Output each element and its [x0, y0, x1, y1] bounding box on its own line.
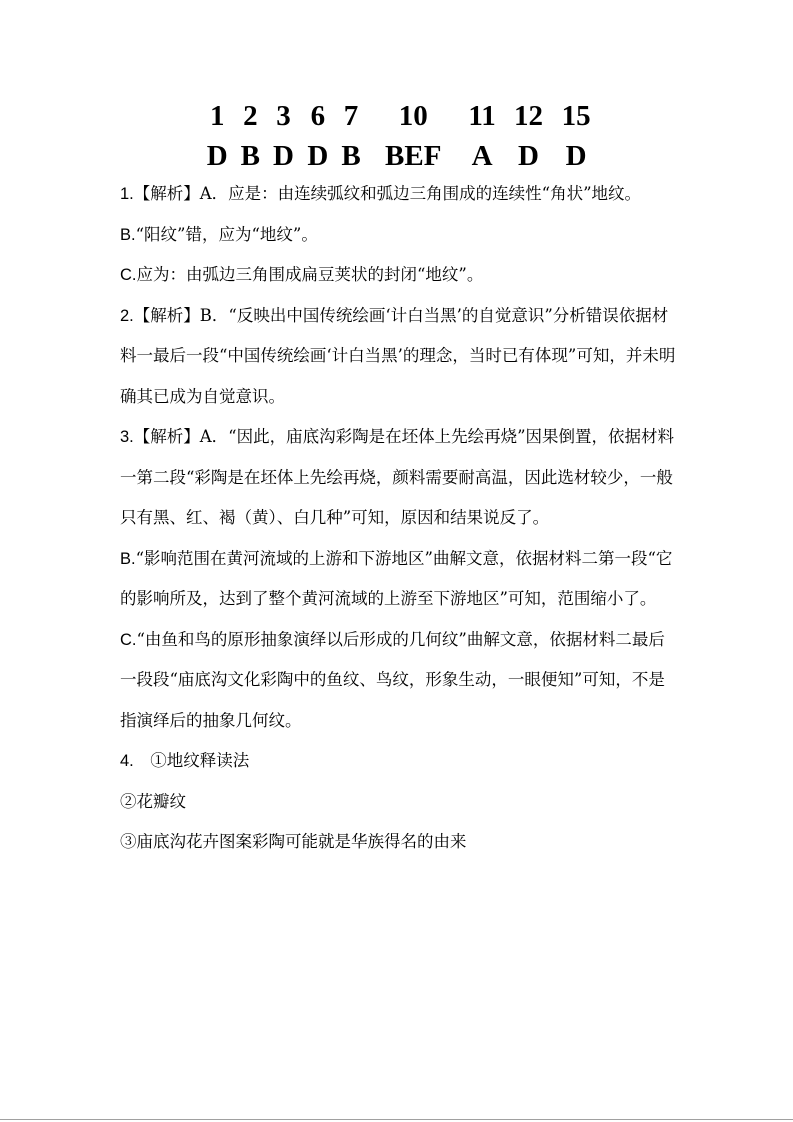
- paragraph-text: “阳纹”错，应为“地纹”。: [135, 224, 318, 244]
- paragraph-text: ①地纹释读法: [133, 751, 250, 770]
- question-number: 12: [513, 100, 543, 132]
- paragraph-text: 【解析】B．“反映出中国传统绘画‘计白当黑’的自觉意识”分析错误依据材料一最后一段“中国传统绘画‘计白当黑’的理念，当时已有体现”可知，并未明确其已成为自觉意识。: [120, 305, 676, 406]
- question-number: 3: [276, 100, 291, 132]
- paragraph: [120, 741, 680, 782]
- paragraph: [120, 174, 680, 215]
- paragraph-text: 【解析】A．“因此，庙底沟彩陶是在坯体上先绘再烧”因果倒置，依据材料一第二段“彩陶是在坯体上先绘再烧，颜料需要耐高温，因此选材较少，一般只有黑、红、褐（黄）、白几种”可知，原因和结果说反了。: [120, 427, 675, 527]
- paragraph-lead: B.: [120, 549, 136, 568]
- paragraph-lead: C.: [120, 266, 137, 284]
- paragraph-lead: 1.: [120, 185, 134, 203]
- answer-letter: BEF: [385, 140, 442, 172]
- question-number: 2: [243, 100, 258, 132]
- question-number: 7: [343, 100, 359, 132]
- question-number: 11: [468, 100, 496, 132]
- paragraph: [120, 215, 680, 256]
- paragraph: [120, 296, 680, 418]
- answer-letter: D: [272, 140, 294, 172]
- question-number-row: [200, 96, 600, 136]
- paragraph-text: 应为：由弧边三角围成扁豆荚状的封闭“地纹”。: [136, 265, 484, 284]
- paragraph: [120, 539, 680, 620]
- paragraph: [120, 417, 680, 539]
- answer-letter-row: [200, 136, 600, 176]
- question-number: 15: [561, 100, 591, 132]
- answer-letter: D: [565, 140, 587, 172]
- question-number: 10: [398, 100, 428, 132]
- answer-letter: D: [517, 140, 539, 172]
- paragraph-lead: B.: [120, 225, 136, 244]
- paragraph: [120, 255, 680, 296]
- answer-letter: D: [307, 140, 329, 172]
- explanation-text: [120, 174, 680, 863]
- paragraph-text: “由鱼和鸟的原形抽象演绎以后形成的几何纹”曲解文意，依据材料二最后一段段“庙底沟文化彩陶中的鱼纹、鸟纹，形象生动，一眼便知”可知，不是指演绎后的抽象几何纹。: [120, 629, 665, 730]
- paragraph-lead: 2.: [120, 306, 134, 325]
- answer-letter: A: [471, 140, 493, 172]
- paragraph-lead: C.: [120, 630, 137, 649]
- answer-letter: B: [240, 140, 260, 172]
- paragraph: [120, 620, 680, 742]
- paragraph-lead: 3.: [120, 428, 134, 446]
- answer-letter: B: [341, 140, 361, 172]
- paragraph-text: “影响范围在黄河流域的上游和下游地区”曲解文意，依据材料二第一段“它的影响所及，达到了整个黄河流域的上游至下游地区”可知，范围缩小了。: [120, 548, 673, 608]
- answer-letter: D: [206, 140, 228, 172]
- paragraph-text: 【解析】A．应是：由连续弧纹和弧边三角围成的连续性“角状”地纹。: [133, 184, 642, 203]
- question-number: 6: [310, 100, 326, 132]
- paragraph: [120, 822, 680, 863]
- paragraph-text: ③庙底沟花卉图案彩陶可能就是华族得名的由来: [120, 832, 467, 851]
- answer-key-table: [200, 96, 600, 176]
- paragraph-text: ②花瓣纹: [120, 791, 186, 811]
- paragraph: [120, 782, 680, 823]
- question-number: 1: [209, 100, 225, 132]
- paragraph-lead: 4.: [120, 752, 134, 770]
- page-bottom-divider: [0, 1119, 793, 1120]
